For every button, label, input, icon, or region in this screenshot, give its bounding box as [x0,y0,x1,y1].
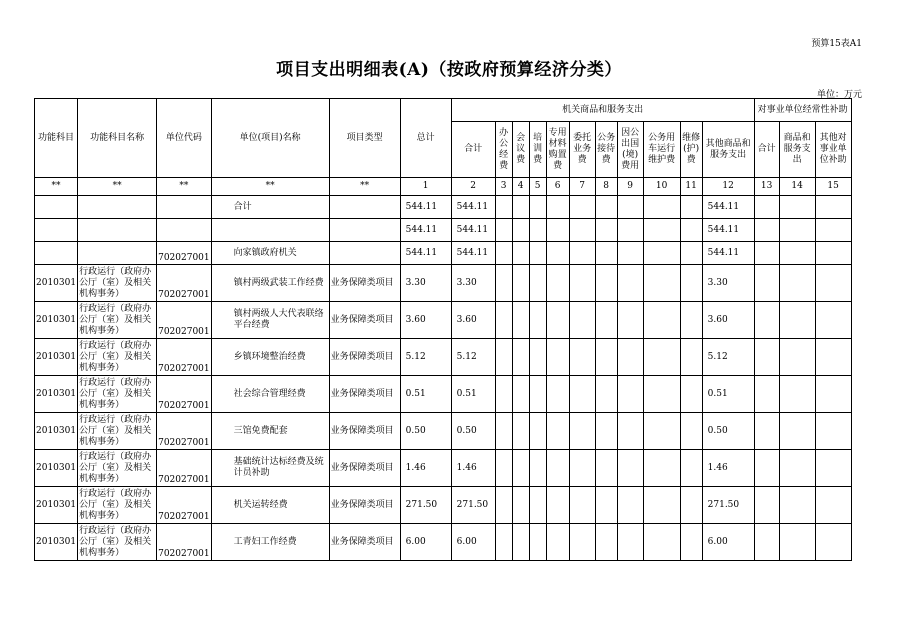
index-cell: 13 [754,178,779,196]
empty-cell [569,376,595,413]
empty-cell [569,265,595,302]
func-code-cell: 2010301 [35,339,78,376]
other-goods-cell: 3.30 [702,265,754,302]
func-name-cell [78,242,157,265]
empty-cell [546,376,569,413]
index-cell: 11 [680,178,702,196]
empty-cell [595,196,617,219]
empty-cell [595,242,617,265]
other-goods-cell: 544.11 [702,196,754,219]
empty-cell [569,339,595,376]
empty-cell [495,196,512,219]
project-name-cell: 乡镇环境整治经费 [211,339,329,376]
unit-code-cell: 702027001 [157,302,212,339]
project-type-cell [329,196,400,219]
empty-cell [617,487,643,524]
empty-cell [680,487,702,524]
index-cell: 15 [815,178,851,196]
empty-cell [617,450,643,487]
empty-cell [569,487,595,524]
empty-cell [680,524,702,561]
project-name-cell: 工青妇工作经费 [211,524,329,561]
header-subtotal-2: 合计 [754,122,779,178]
empty-cell [595,524,617,561]
empty-cell [495,242,512,265]
total-cell: 3.60 [400,302,451,339]
empty-cell [617,413,643,450]
header-reception: 公务接待费 [595,122,617,178]
empty-cell [815,339,851,376]
empty-cell [617,376,643,413]
empty-cell [529,524,546,561]
empty-cell [546,196,569,219]
index-cell: 9 [617,178,643,196]
unit-code-cell: 702027001 [157,339,212,376]
table-row [35,524,852,561]
project-name-cell: 镇村两级人大代表联络平台经费 [211,302,329,339]
empty-cell [754,196,779,219]
empty-cell [529,302,546,339]
empty-cell [529,242,546,265]
func-code-cell: 2010301 [35,302,78,339]
empty-cell [617,302,643,339]
empty-cell [512,524,529,561]
empty-cell [779,219,815,242]
index-cell: 1 [400,178,451,196]
subtotal-cell: 3.60 [451,302,495,339]
func-name-cell [78,196,157,219]
project-type-cell: 业务保障类项目 [329,265,400,302]
empty-cell [569,413,595,450]
empty-cell [643,413,680,450]
project-type-cell: 业务保障类项目 [329,413,400,450]
func-name-cell: 行政运行（政府办公厅（室）及相关机构事务） [78,265,157,302]
unit-code-cell: 702027001 [157,242,212,265]
empty-cell [546,242,569,265]
empty-cell [754,450,779,487]
project-type-cell: 业务保障类项目 [329,302,400,339]
header-func-name: 功能科目名称 [78,99,157,178]
page-title: 项目支出明细表(A)（按政府预算经济分类） [276,60,622,80]
index-row [35,178,852,196]
empty-cell [680,376,702,413]
empty-cell [680,242,702,265]
empty-cell [815,376,851,413]
index-cell: ** [211,178,329,196]
empty-cell [815,196,851,219]
header-project-type: 项目类型 [329,99,400,178]
header-other-goods: 其他商品和服务支出 [702,122,754,178]
project-type-cell: 业务保障类项目 [329,450,400,487]
empty-cell [617,524,643,561]
func-code-cell [35,196,78,219]
table-row [35,265,852,302]
empty-cell [680,196,702,219]
empty-cell [495,219,512,242]
empty-cell [754,302,779,339]
func-name-cell: 行政运行（政府办公厅（室）及相关机构事务） [78,376,157,413]
other-goods-cell: 544.11 [702,219,754,242]
empty-cell [546,339,569,376]
empty-cell [546,219,569,242]
empty-cell [680,339,702,376]
empty-cell [680,413,702,450]
empty-cell [754,339,779,376]
empty-cell [546,265,569,302]
empty-cell [595,302,617,339]
header-repair: 维修(护)费 [680,122,702,178]
total-cell: 271.50 [400,487,451,524]
header-abroad: 因公出国(境)费用 [617,122,643,178]
empty-cell [595,376,617,413]
empty-cell [546,450,569,487]
total-cell: 6.00 [400,524,451,561]
empty-cell [680,265,702,302]
empty-cell [617,339,643,376]
empty-cell [495,302,512,339]
index-cell: ** [35,178,78,196]
header-total: 总计 [400,99,451,178]
total-cell: 544.11 [400,196,451,219]
subtotal-cell: 6.00 [451,524,495,561]
other-goods-cell: 3.60 [702,302,754,339]
empty-cell [815,265,851,302]
empty-cell [569,219,595,242]
empty-cell [495,265,512,302]
func-code-cell [35,242,78,265]
func-name-cell [78,219,157,242]
empty-cell [595,339,617,376]
index-cell: 10 [643,178,680,196]
empty-cell [512,339,529,376]
project-type-cell [329,242,400,265]
index-cell: 7 [569,178,595,196]
project-name-cell: 三馆免费配套 [211,413,329,450]
header-other-subsidy: 其他对事业单位补助 [815,122,851,178]
project-expenditure-table [34,98,852,561]
project-type-cell: 业务保障类项目 [329,524,400,561]
index-cell: 4 [512,178,529,196]
empty-cell [529,376,546,413]
empty-cell [512,376,529,413]
total-cell: 3.30 [400,265,451,302]
empty-cell [529,487,546,524]
empty-cell [569,242,595,265]
empty-cell [779,302,815,339]
index-cell: 5 [529,178,546,196]
empty-cell [512,219,529,242]
empty-cell [815,302,851,339]
empty-cell [512,413,529,450]
empty-cell [512,450,529,487]
other-goods-cell: 544.11 [702,242,754,265]
project-type-cell: 业务保障类项目 [329,339,400,376]
empty-cell [617,242,643,265]
empty-cell [779,265,815,302]
empty-cell [617,219,643,242]
project-name-cell: 向家镇政府机关 [211,242,329,265]
project-name-cell: 合计 [211,196,329,219]
empty-cell [643,265,680,302]
project-name-cell: 社会综合管理经费 [211,376,329,413]
header-unit-code: 单位代码 [157,99,212,178]
project-name-cell: 机关运转经费 [211,487,329,524]
table-row [35,413,852,450]
func-code-cell: 2010301 [35,524,78,561]
empty-cell [643,196,680,219]
empty-cell [754,376,779,413]
index-cell: 6 [546,178,569,196]
subtotal-cell: 544.11 [451,219,495,242]
project-name-cell: 基础统计达标经费及统计员补助 [211,450,329,487]
func-name-cell: 行政运行（政府办公厅（室）及相关机构事务） [78,413,157,450]
table-row [35,219,852,242]
other-goods-cell: 5.12 [702,339,754,376]
func-code-cell: 2010301 [35,265,78,302]
other-goods-cell: 6.00 [702,524,754,561]
header-goods-service: 商品和服务支出 [779,122,815,178]
header-entrusted: 委托业务费 [569,122,595,178]
empty-cell [595,265,617,302]
empty-cell [815,242,851,265]
func-name-cell: 行政运行（政府办公厅（室）及相关机构事务） [78,450,157,487]
subtotal-cell: 0.50 [451,413,495,450]
document-code: 预算15表A1 [811,39,862,49]
empty-cell [495,413,512,450]
header-office: 办公经费 [495,122,512,178]
empty-cell [595,219,617,242]
empty-cell [643,242,680,265]
empty-cell [779,196,815,219]
empty-cell [529,339,546,376]
empty-cell [495,524,512,561]
header-materials: 专用材料购置费 [546,122,569,178]
empty-cell [595,450,617,487]
empty-cell [815,450,851,487]
empty-cell [546,524,569,561]
unit-code-cell: 702027001 [157,524,212,561]
index-cell: ** [157,178,212,196]
empty-cell [529,265,546,302]
empty-cell [779,413,815,450]
empty-cell [815,219,851,242]
index-cell: 2 [451,178,495,196]
unit-code-cell: 702027001 [157,450,212,487]
subtotal-cell: 544.11 [451,242,495,265]
empty-cell [546,487,569,524]
total-cell: 5.12 [400,339,451,376]
index-cell: 12 [702,178,754,196]
unit-code-cell: 702027001 [157,376,212,413]
empty-cell [754,265,779,302]
empty-cell [754,413,779,450]
empty-cell [512,196,529,219]
empty-cell [754,524,779,561]
empty-cell [512,302,529,339]
table-row [35,376,852,413]
empty-cell [643,219,680,242]
empty-cell [815,524,851,561]
table-row [35,339,852,376]
header-group-goods-services: 机关商品和服务支出 [451,99,754,122]
index-cell: 14 [779,178,815,196]
func-name-cell: 行政运行（政府办公厅（室）及相关机构事务） [78,524,157,561]
other-goods-cell: 1.46 [702,450,754,487]
subtotal-cell: 271.50 [451,487,495,524]
empty-cell [779,376,815,413]
empty-cell [617,265,643,302]
empty-cell [529,196,546,219]
empty-cell [643,524,680,561]
empty-cell [779,487,815,524]
func-code-cell: 2010301 [35,413,78,450]
func-name-cell: 行政运行（政府办公厅（室）及相关机构事务） [78,339,157,376]
empty-cell [529,219,546,242]
empty-cell [569,302,595,339]
header-meeting: 会议费 [512,122,529,178]
total-cell: 1.46 [400,450,451,487]
header-group-subsidy: 对事业单位经常性补助 [754,99,851,122]
empty-cell [643,339,680,376]
func-code-cell: 2010301 [35,376,78,413]
empty-cell [643,302,680,339]
project-name-cell [211,219,329,242]
subtotal-cell: 0.51 [451,376,495,413]
empty-cell [512,265,529,302]
empty-cell [595,487,617,524]
project-type-cell: 业务保障类项目 [329,376,400,413]
empty-cell [779,524,815,561]
header-unit-name: 单位(项目)名称 [211,99,329,178]
unit-code-cell: 702027001 [157,413,212,450]
empty-cell [569,450,595,487]
header-vehicle: 公务用车运行维护费 [643,122,680,178]
table-row [35,302,852,339]
subtotal-cell: 3.30 [451,265,495,302]
header-training: 培训费 [529,122,546,178]
empty-cell [569,524,595,561]
empty-cell [643,450,680,487]
empty-cell [779,339,815,376]
empty-cell [643,487,680,524]
index-cell: ** [329,178,400,196]
empty-cell [512,487,529,524]
project-name-cell: 镇村两级武装工作经费 [211,265,329,302]
other-goods-cell: 271.50 [702,487,754,524]
empty-cell [546,413,569,450]
func-name-cell: 行政运行（政府办公厅（室）及相关机构事务） [78,302,157,339]
empty-cell [495,450,512,487]
empty-cell [754,219,779,242]
empty-cell [680,219,702,242]
empty-cell [779,242,815,265]
other-goods-cell: 0.50 [702,413,754,450]
unit-label: 单位：万元 [816,90,862,100]
empty-cell [512,242,529,265]
header-subtotal: 合计 [451,122,495,178]
table-row [35,450,852,487]
empty-cell [815,487,851,524]
total-cell: 0.51 [400,376,451,413]
table-row [35,242,852,265]
empty-cell [529,413,546,450]
empty-cell [529,450,546,487]
subtotal-cell: 1.46 [451,450,495,487]
empty-cell [595,413,617,450]
project-type-cell [329,219,400,242]
table-row [35,487,852,524]
index-cell: 3 [495,178,512,196]
total-cell: 544.11 [400,219,451,242]
empty-cell [680,450,702,487]
subtotal-cell: 544.11 [451,196,495,219]
table-row [35,196,852,219]
total-cell: 544.11 [400,242,451,265]
empty-cell [680,302,702,339]
header-func-code: 功能科目 [35,99,78,178]
unit-code-cell: 702027001 [157,487,212,524]
other-goods-cell: 0.51 [702,376,754,413]
empty-cell [779,450,815,487]
empty-cell [643,376,680,413]
empty-cell [495,339,512,376]
unit-code-cell: 702027001 [157,265,212,302]
empty-cell [495,487,512,524]
unit-code-cell [157,219,212,242]
func-code-cell: 2010301 [35,487,78,524]
empty-cell [617,196,643,219]
index-cell: ** [78,178,157,196]
empty-cell [754,487,779,524]
empty-cell [754,242,779,265]
empty-cell [546,302,569,339]
func-code-cell [35,219,78,242]
unit-code-cell [157,196,212,219]
func-code-cell: 2010301 [35,450,78,487]
func-name-cell: 行政运行（政府办公厅（室）及相关机构事务） [78,487,157,524]
total-cell: 0.50 [400,413,451,450]
empty-cell [815,413,851,450]
subtotal-cell: 5.12 [451,339,495,376]
project-type-cell: 业务保障类项目 [329,487,400,524]
empty-cell [495,376,512,413]
index-cell: 8 [595,178,617,196]
empty-cell [569,196,595,219]
